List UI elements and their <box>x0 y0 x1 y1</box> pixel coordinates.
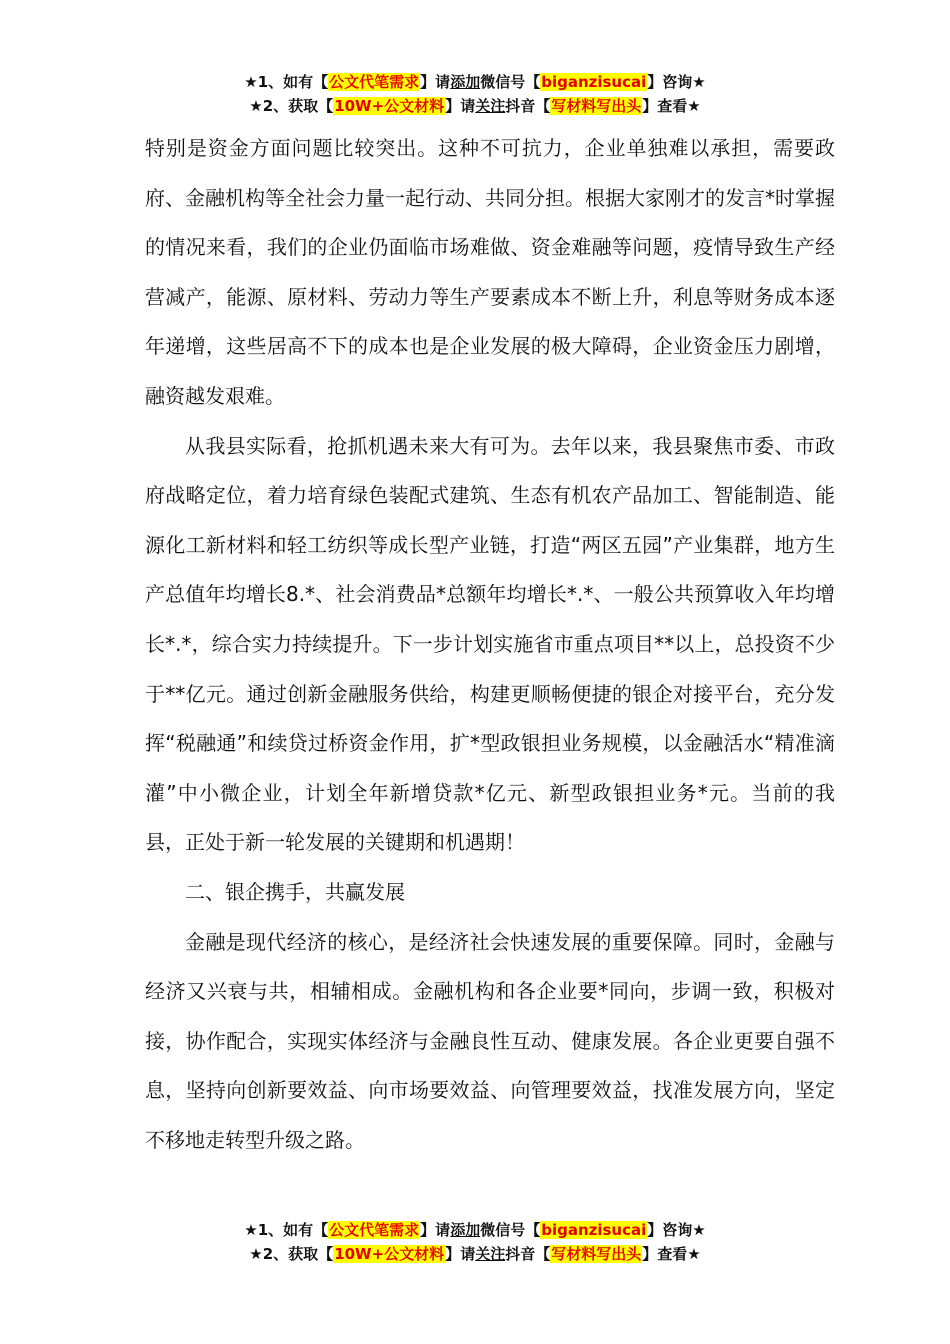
bottom-banner <box>0 1218 950 1266</box>
paragraph: 从我县实际看，抢抓机遇未来大有可为。去年以来，我县聚焦市委、市政府战略定位，着力培育绿色装配式建筑、生态有机农产品加工、智能制造、能源化工新材料和轻工纺织等成长型产业链，打造“两区五园”产业集群，地方生产总值年均增长8.*、社会消费品*总额年均增长*.*、一般公共预算收入年均增长*.*，综合实力持续提升。下一步计划实施省市重点项目**以上，总投资不少于**亿元。通过创新金融服务供给，构建更顺畅便捷的银企对接平台，充分发挥“税融通”和续贷过桥资金作用，扩*型政银担业务规模，以金融活水“精准滴灌”中小微企业，计划全年新增贷款*亿元、新型政银担业务*元。当前的我县，正处于新一轮发展的关键期和机遇期！ <box>145 433 835 855</box>
paragraph: 金融是现代经济的核心，是经济社会快速发展的重要保障。同时，金融与经济又兴衰与共，相辅相成。金融机构和各企业要*同向，步调一致，积极对接，协作配合，实现实体经济与金融良性互动、健康发展。各企业更要自强不息，坚持向创新要效益、向市场要效益、向管理要效益，找准发展方向，坚定不移地走转型升级之路。 <box>145 929 835 1152</box>
banner-text: ★1、如有【 <box>244 1221 329 1239</box>
banner-underline: 添加 <box>450 73 481 91</box>
banner-text: 抖音【 <box>505 97 551 115</box>
banner-text: 微信号【 <box>480 1221 541 1239</box>
banner-text: 】请 <box>445 1245 476 1263</box>
banner-highlight: biganzisucai <box>541 1221 647 1239</box>
banner-text: 抖音【 <box>505 1245 551 1263</box>
banner-highlight: 写材料写出头 <box>551 97 642 115</box>
section-heading: 二、银企携手，共赢发展 <box>185 879 405 904</box>
banner-text: 】请 <box>420 73 451 91</box>
banner-text: 】查看★ <box>642 97 701 115</box>
banner-highlight: 10W+公文材料 <box>334 97 445 115</box>
banner-highlight: biganzisucai <box>541 73 647 91</box>
banner-underline: 添加 <box>450 1221 481 1239</box>
banner-text: 】咨询★ <box>647 1221 706 1239</box>
banner-text: 】请 <box>420 1221 451 1239</box>
banner-text: 】请 <box>445 97 476 115</box>
banner-text: 】查看★ <box>642 1245 701 1263</box>
banner-highlight: 写材料写出头 <box>551 1245 642 1263</box>
banner-text: ★2、获取【 <box>249 1245 334 1263</box>
paragraph: 特别是资金方面问题比较突出。这种不可抗力，企业单独难以承担，需要政府、金融机构等全社会力量一起行动、共同分担。根据大家刚才的发言*时掌握的情况来看，我们的企业仍面临市场难做、资金难融等问题，疫情导致生产经营减产，能源、原材料、劳动力等生产要素成本不断上升，利息等财务成本逐年递增，这些居高不下的成本也是企业发展的极大障碍，企业资金压力剧增，融资越发艰难。 <box>145 136 835 408</box>
banner-highlight: 10W+公文材料 <box>334 1245 445 1263</box>
banner-text: 】咨询★ <box>647 73 706 91</box>
top-banner <box>0 70 950 118</box>
banner-text: 微信号【 <box>480 73 541 91</box>
banner-text: ★1、如有【 <box>244 73 329 91</box>
banner-underline: 关注 <box>475 1245 506 1263</box>
document-body <box>145 124 835 1165</box>
banner-line-1 <box>0 70 950 94</box>
banner-underline: 关注 <box>475 97 506 115</box>
banner-line-2 <box>0 94 950 118</box>
banner-line-2 <box>0 1242 950 1266</box>
banner-line-1 <box>0 1218 950 1242</box>
banner-highlight: 公文代笔需求 <box>329 1221 420 1239</box>
banner-highlight: 公文代笔需求 <box>329 73 420 91</box>
banner-text: ★2、获取【 <box>249 97 334 115</box>
